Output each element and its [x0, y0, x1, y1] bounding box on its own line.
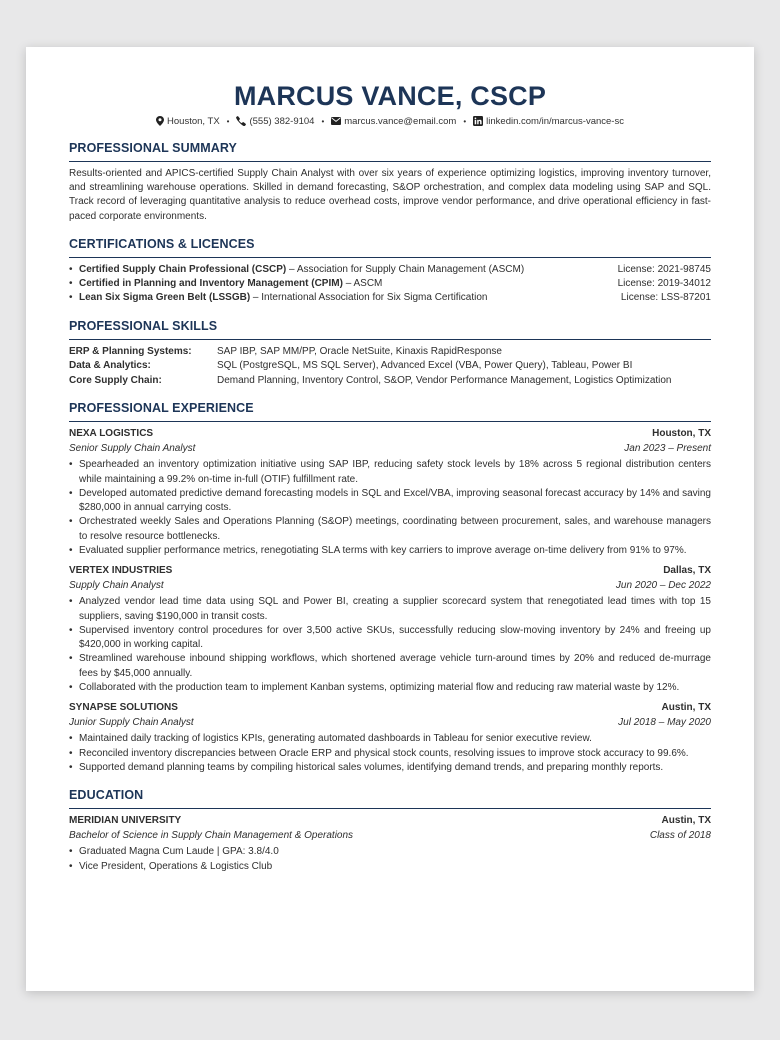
- resume-page: [26, 47, 754, 991]
- school-location: Austin, TX: [661, 815, 711, 827]
- job-entry: [69, 427, 711, 558]
- education-entry: [69, 814, 711, 874]
- job-location: Dallas, TX: [663, 565, 711, 577]
- skill-value: SQL (PostgreSQL, MS SQL Server), Advanced Excel (VBA, Power Query), Tableau, Power BI: [217, 360, 633, 372]
- certifications-heading: CERTIFICATIONS & LICENCES: [69, 237, 711, 258]
- job-location: Houston, TX: [652, 428, 711, 440]
- candidate-name: MARCUS VANCE, CSCP: [233, 81, 547, 111]
- job-bullet: • Analyzed vendor lead time data using SQL and Power BI, creating a supplier scorecard system that renegotiated lead times with top 15 suppliers, saving $190,000 in transit costs.: [69, 595, 711, 624]
- experience-heading: PROFESSIONAL EXPERIENCE: [69, 401, 711, 422]
- cert-license: License: 2019-34012: [617, 278, 711, 290]
- location-item: [156, 116, 220, 127]
- cert-item: [69, 291, 711, 305]
- education-heading: EDUCATION: [69, 788, 711, 809]
- location-text: Houston, TX: [167, 115, 220, 127]
- job-bullet: • Collaborated with the production team to implement Kanban systems, optimizing material flow and reducing raw material waste by 12%.: [69, 681, 711, 695]
- job-role: Senior Supply Chain Analyst: [69, 442, 196, 454]
- skills-row: [69, 374, 711, 389]
- cert-item: [69, 277, 711, 291]
- company-name: NEXA LOGISTICS: [69, 428, 154, 440]
- job-bullet: • Developed automated predictive demand forecasting models in SQL and Excel/VBA, improving seasonal forecast accuracy by 14% and saving $280,000 in annual carrying costs.: [69, 487, 711, 516]
- cert-org: – Association for Supply Chain Management (ASCM): [286, 263, 525, 275]
- linkedin-item[interactable]: [473, 116, 624, 127]
- degree-name: Bachelor of Science in Supply Chain Management & Operations: [69, 829, 354, 841]
- separator-dot: •: [463, 116, 467, 126]
- separator-dot: •: [226, 116, 230, 126]
- job-bullet: • Reconciled inventory discrepancies between Oracle ERP and physical stock counts, resolving issues to improve stock accuracy to 99.6%.: [69, 747, 711, 761]
- separator-dot: •: [321, 116, 325, 126]
- job-bullet: • Orchestrated weekly Sales and Operations Planning (S&OP) meetings, coordinating between procurement, sales, and warehouse managers to resolve resource bottlenecks.: [69, 515, 711, 544]
- job-role: Supply Chain Analyst: [69, 579, 164, 591]
- job-location: Austin, TX: [661, 702, 711, 714]
- contact-line: [69, 114, 711, 128]
- job-dates: Jul 2018 – May 2020: [618, 716, 711, 728]
- linkedin-icon: [473, 116, 483, 126]
- cert-org: – ASCM: [342, 278, 383, 290]
- school-name: MERIDIAN UNIVERSITY: [69, 815, 182, 827]
- envelope-icon: [331, 117, 341, 125]
- job-bullet: • Evaluated supplier performance metrics, renegotiating SLA terms with key carriers to improve average on-time delivery from 91% to 97%.: [69, 544, 711, 558]
- skill-value: Demand Planning, Inventory Control, S&OP, Vendor Performance Management, Logistics Optimization: [217, 374, 672, 386]
- cert-name: Certified in Planning and Inventory Management (CPIM): [79, 278, 343, 290]
- job-entry: [69, 701, 711, 775]
- skills-heading: PROFESSIONAL SKILLS: [69, 319, 711, 340]
- phone-icon: [236, 116, 246, 126]
- cert-name: Certified Supply Chain Professional (CSCP): [79, 263, 287, 275]
- cert-item: [69, 263, 711, 277]
- job-bullet: • Supervised inventory control procedures for over 3,500 active SKUs, successfully reducing slow-moving inventory by 24% and freeing up $420,000 in working capital.: [69, 624, 711, 653]
- map-pin-icon: [156, 116, 164, 126]
- cert-org: – International Association for Six Sigma Certification: [250, 292, 488, 304]
- cert-license: License: 2021-98745: [617, 263, 711, 275]
- email-text[interactable]: marcus.vance@email.com: [344, 115, 457, 127]
- company-name: SYNAPSE SOLUTIONS: [69, 702, 178, 714]
- phone-item: [236, 116, 314, 127]
- job-bullet: • Supported demand planning teams by compiling historical sales volumes, identifying demand trends, and preparing monthly reports.: [69, 761, 711, 775]
- job-bullet: • Maintained daily tracking of logistics KPIs, generating automated dashboards in Tableau for senior executive review.: [69, 732, 711, 746]
- education-bullet: • Graduated Magna Cum Laude | GPA: 3.8/4.0: [69, 845, 711, 859]
- company-name: VERTEX INDUSTRIES: [69, 565, 173, 577]
- linkedin-text[interactable]: linkedin.com/in/marcus-vance-sc: [486, 115, 624, 127]
- summary-heading: PROFESSIONAL SUMMARY: [69, 141, 711, 162]
- job-role: Junior Supply Chain Analyst: [69, 716, 194, 728]
- phone-text: (555) 382-9104: [249, 115, 315, 127]
- skills-row: [69, 345, 711, 360]
- job-bullet: • Spearheaded an inventory optimization initiative using SAP IBP, reducing safety stock levels by 18% across 5 regional distribution centers while maintaining a 99.2% on-time in-full (OTIF) fulfillment rate.: [69, 458, 711, 487]
- certifications-list: [69, 263, 711, 306]
- skills-row: [69, 359, 711, 374]
- email-item[interactable]: [331, 116, 456, 127]
- job-dates: Jan 2023 – Present: [624, 442, 711, 454]
- job-bullet: • Streamlined warehouse inbound shipping workflows, which shortened average vehicle turn-around times by 20% and reduced de-murrage fees by $45,000 annually.: [69, 652, 711, 681]
- skill-label: Data & Analytics:: [69, 360, 151, 372]
- skill-value: SAP IBP, SAP MM/PP, Oracle NetSuite, Kinaxis RapidResponse: [217, 345, 502, 357]
- cert-name: Lean Six Sigma Green Belt (LSSGB): [79, 292, 251, 304]
- job-dates: Jun 2020 – Dec 2022: [615, 579, 711, 591]
- summary-text: Results-oriented and APICS-certified Supply Chain Analyst with over six years of experience optimizing logistics, improving inventory turnover, and streamlining warehouse operations. Skilled in demand forecasting, S&OP orchestration, and complex data modeling using SAP and SQL. Track record of leveraging quantitative analysis to reduce overhead costs, improve vendor performance, and drive operational efficiency in fast-paced corporate environments.: [69, 168, 711, 222]
- job-entry: [69, 564, 711, 695]
- skill-label: ERP & Planning Systems:: [69, 345, 192, 357]
- cert-license: License: LSS-87201: [620, 292, 711, 304]
- skill-label: Core Supply Chain:: [69, 374, 162, 386]
- graduation-date: Class of 2018: [649, 829, 711, 841]
- education-bullet: • Vice President, Operations & Logistics Club: [69, 860, 711, 874]
